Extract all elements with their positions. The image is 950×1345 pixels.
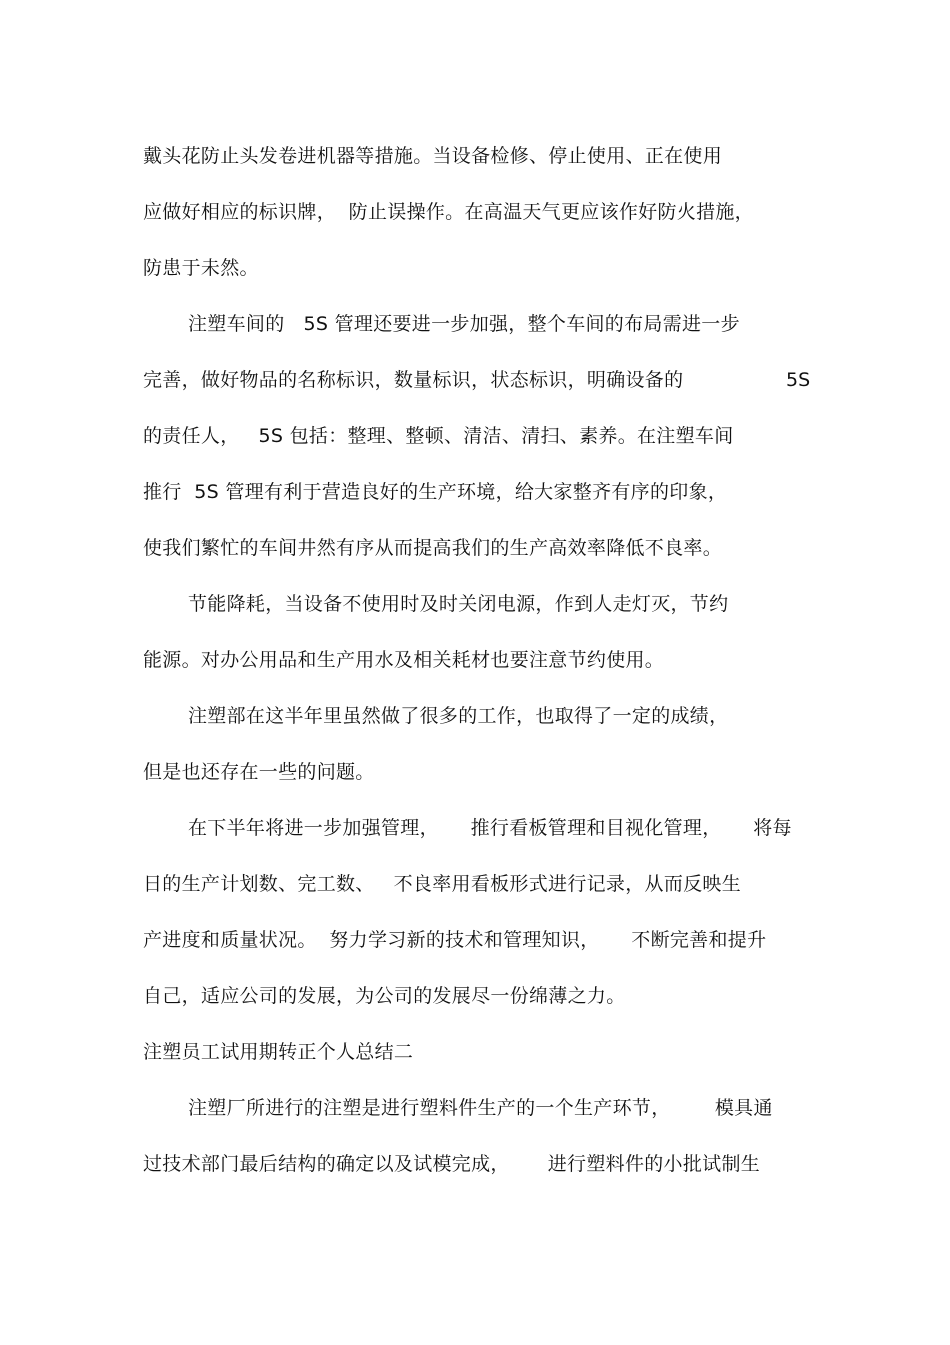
text-line: 注塑车间的 5S 管理还要进一步加强，整个车间的布局需进一步 (188, 313, 740, 335)
text-line: 注塑厂所进行的注塑是进行塑料件生产的一个生产环节， 模具通 (188, 1097, 773, 1119)
text-line: 完善，做好物品的名称标识，数量标识，状态标识，明确设备的 (143, 369, 684, 391)
text-line: 节能降耗，当设备不使用时及时关闭电源，作到人走灯灭，节约 (188, 593, 729, 615)
text-line: 能源。对办公用品和生产用水及相关耗材也要注意节约使用。 (143, 649, 665, 671)
text-line: 使我们繁忙的车间井然有序从而提高我们的生产高效率降低不良率。 (143, 537, 723, 559)
text-line: 注塑部在这半年里虽然做了很多的工作，也取得了一定的成绩， (188, 705, 729, 727)
text-line: 自己，适应公司的发展，为公司的发展尽一份绵薄之力。 (143, 985, 626, 1007)
text-line: 防患于未然。 (143, 257, 259, 279)
text-line-fragment: 5S (786, 369, 811, 391)
text-line: 戴头花防止头发卷进机器等措施。当设备检修、停止使用、正在使用 (143, 145, 723, 167)
text-line: 推行 5S 管理有利于营造良好的生产环境，给大家整齐有序的印象， (143, 481, 728, 503)
text-line: 产进度和质量状况。 努力学习新的技术和管理知识， 不断完善和提升 (143, 929, 767, 951)
text-line: 过技术部门最后结构的确定以及试模完成， 进行塑料件的小批试制生 (143, 1153, 761, 1175)
text-line: 但是也还存在一些的问题。 (143, 761, 375, 783)
text-line: 应做好相应的标识牌， 防止误操作。在高温天气更应该作好防火措施， (143, 201, 754, 223)
text-line: 的责任人， 5S 包括：整理、整顿、清洁、清扫、素养。在注塑车间 (143, 425, 734, 447)
text-line: 日的生产计划数、完工数、 不良率用看板形式进行记录，从而反映生 (143, 873, 742, 895)
section-heading: 注塑员工试用期转正个人总结二 (143, 1041, 414, 1063)
text-line: 在下半年将进一步加强管理， 推行看板管理和目视化管理， 将每 (188, 817, 792, 839)
